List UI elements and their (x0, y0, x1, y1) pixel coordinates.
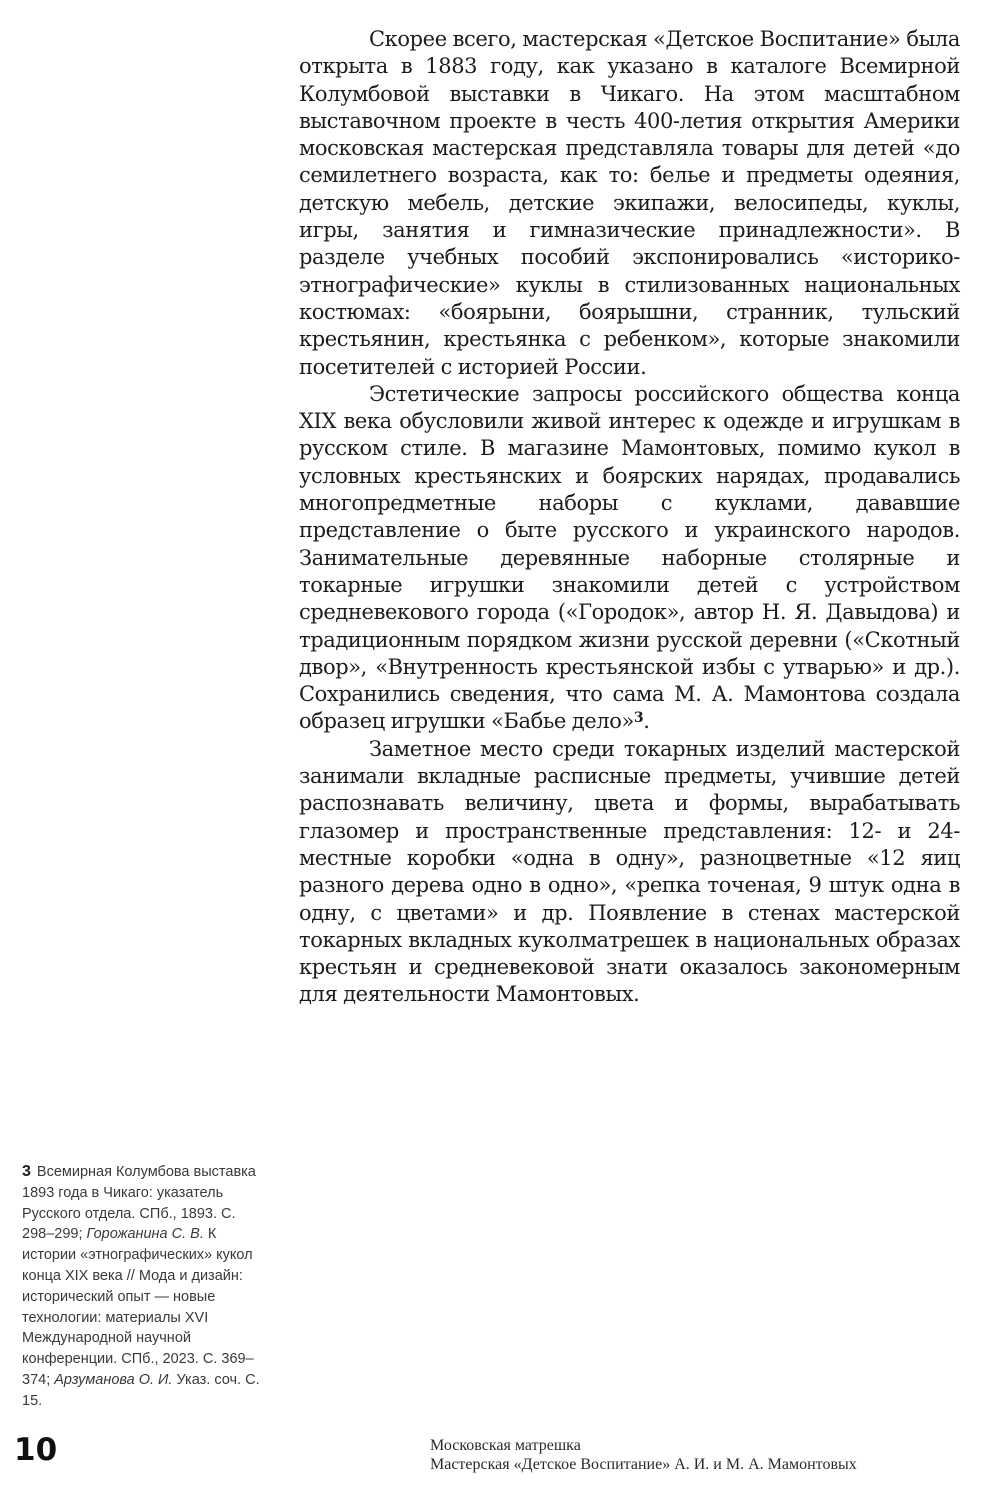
footer-chapter-title: Мастерская «Детское Воспитание» А. И. и М. А. Мамонтовых (430, 1456, 857, 1473)
footnote-text-1: Всемирная Колумбова выставка 1893 года в Чикаго: указатель Русского отдела. СПб., 1893. С. 298–299; (22, 1164, 256, 1243)
footnote-author-1: Горожанина С. В. (86, 1226, 204, 1243)
page-number: 10 (14, 1432, 58, 1468)
footnote-ref-3[interactable]: 3 (633, 710, 644, 727)
footnote-text-3: Указ. соч. С. 15. (22, 1371, 260, 1409)
footer-book-title: Московская матрешка (430, 1437, 581, 1454)
main-text-column (299, 26, 960, 1009)
paragraph-3: Заметное место среди токарных изделий мастерской занимали вкладные расписные предметы, учившие детей распознавать величину, цвета и формы, вырабатывать глазомер и пространственные представления: 12- и 24-местные коробки «одна в одну», разноцветные «12 яиц разного дерева одно в одно», «репка точеная, 9 штук одна в одну, с цветами» и др. Появление в стенах мастерской токарных вкладных куколматрешек в национальных образах крестьян и средневековой знати оказалось закономерным для деятельности Мамонтовых. (299, 736, 960, 1007)
footnote-text-2: К истории «этнографических» кукол конца XIX века // Мода и дизайн: исторический опыт — новые технологии: материалы XVI Международной научной конференции. СПб., 2023. С. 369–374; (22, 1226, 254, 1388)
footnote-author-2: Арзуманова О. И. (54, 1371, 173, 1388)
paragraph-2-end: . (643, 709, 650, 734)
paragraph-2-text: Эстетические запросы российского общества конца XIX века обусловили живой интерес к одежде и игрушкам в русском стиле. В магазине Мамонтовых, помимо кукол в условных крестьянских и боярских нарядах, продавались многопредметные наборы с куклами, дававшие представление о быте русского и украинского народов. Занимательные деревянные наборные столярные и токарные игрушки знакомили детей с устройством средневекового города («Городок», автор Н. Я. Давыдова) и традиционным порядком жизни русской деревни («Скотный двор», «Внутренность крестьянской избы с утварью» и др.). Сохранились сведения, что сама М. А. Мамонтова создала образец игрушки «Бабье дело» (299, 381, 960, 734)
footnote-number: 3 (22, 1163, 31, 1180)
paragraph-1: Скорее всего, мастерская «Детское Воспитание» была открыта в 1883 году, как указано в каталоге Всемирной Колумбовой выставки в Чикаго. На этом масштабном выставочном проекте в честь 400-летия открытия Америки московская мастерская представляла товары для детей «до семилетнего возраста, как то: белье и предметы одеяния, детскую мебель, детские экипажи, велосипеды, куклы, игры, занятия и гимназические принадлежности». В разделе учебных пособий экспонировались «историко-этнографические» куклы в стилизованных национальных костюмах: «боярыни, боярышни, странник, тульский крестьянин, крестьянка с ребенком», которые знакомили посетителей с историей России. (299, 27, 960, 379)
running-footer (430, 1436, 980, 1474)
paragraph-2 (299, 381, 960, 736)
footnote-3 (22, 1162, 268, 1412)
